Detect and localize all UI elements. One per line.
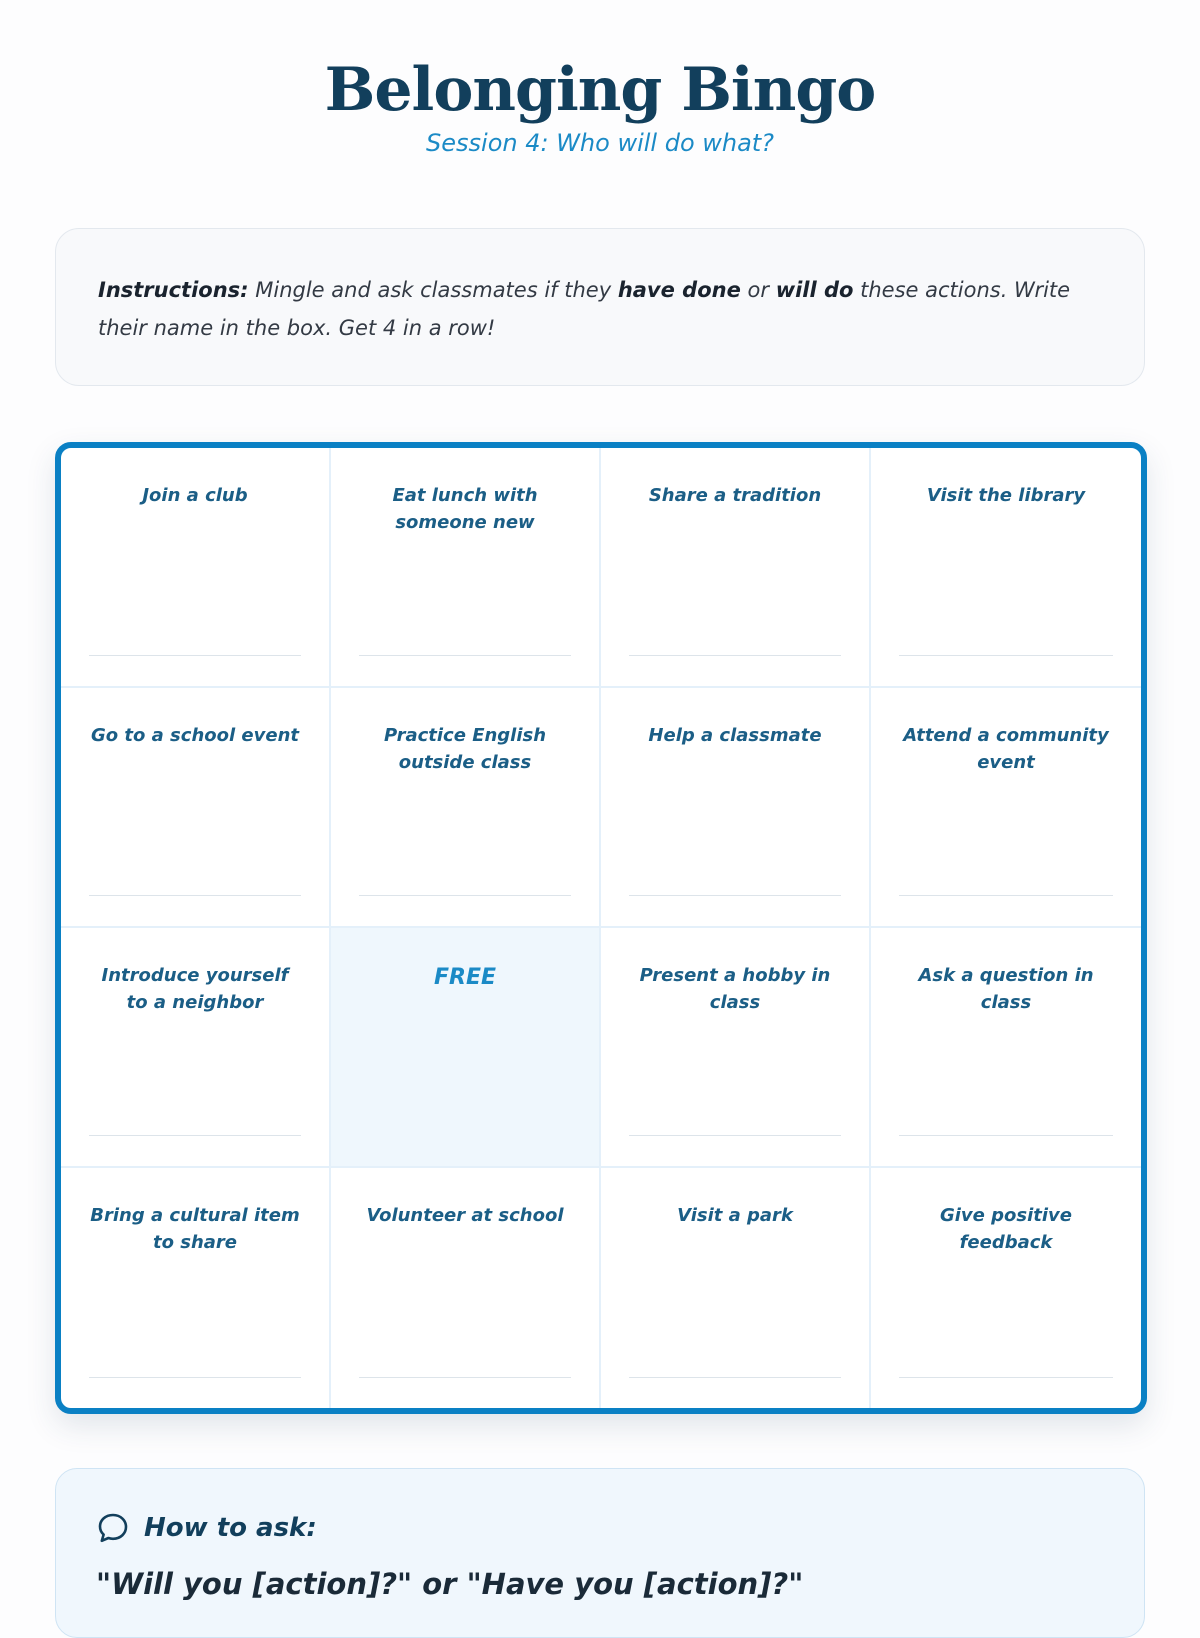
bingo-cell-label: Practice English outside class <box>383 725 547 773</box>
bingo-cell[interactable] <box>61 688 331 928</box>
name-write-line <box>629 655 841 656</box>
name-write-line <box>899 1377 1113 1378</box>
how-to-ask-example: "Will you [action]?" or "Have you [action]?" <box>96 1567 804 1601</box>
header <box>0 52 1200 158</box>
bingo-cell-label: Help a classmate <box>648 725 822 746</box>
instructions-text-1: Mingle and ask classmates if they <box>248 278 618 302</box>
bingo-cell[interactable] <box>61 928 331 1168</box>
instructions-bold-will-do: will do <box>775 278 854 302</box>
bingo-cell[interactable] <box>871 688 1141 928</box>
bingo-cell-label: Volunteer at school <box>366 1205 564 1226</box>
bingo-cell[interactable] <box>331 448 601 688</box>
how-to-ask-header <box>96 1511 1104 1545</box>
bingo-cell[interactable] <box>871 448 1141 688</box>
bingo-free-cell <box>331 928 601 1168</box>
bingo-cell-label: Eat lunch with someone new <box>392 485 538 533</box>
page-subtitle: Session 4: Who will do what? <box>426 129 774 157</box>
free-space-label: FREE <box>433 965 497 990</box>
name-write-line <box>899 895 1113 896</box>
bingo-cell-label: Go to a school event <box>91 725 299 746</box>
bingo-cell[interactable] <box>871 928 1141 1168</box>
bingo-cell[interactable] <box>601 1168 871 1408</box>
bingo-cell[interactable] <box>61 448 331 688</box>
bingo-cell-label: Bring a cultural item to share <box>90 1205 300 1253</box>
instructions-bold-have-done: have done <box>617 278 741 302</box>
page-title: Belonging Bingo <box>324 55 876 125</box>
how-to-ask-box <box>55 1468 1145 1638</box>
bingo-cell[interactable] <box>601 928 871 1168</box>
bingo-cell[interactable] <box>331 1168 601 1408</box>
name-write-line <box>89 1377 301 1378</box>
bingo-cell[interactable] <box>601 448 871 688</box>
name-write-line <box>89 1135 301 1136</box>
bingo-cell-label: Visit a park <box>677 1205 793 1226</box>
bingo-cell-label: Give positive feedback <box>939 1205 1072 1253</box>
name-write-line <box>359 1377 571 1378</box>
name-write-line <box>899 655 1113 656</box>
bingo-cell[interactable] <box>331 688 601 928</box>
bingo-cell[interactable] <box>871 1168 1141 1408</box>
bingo-cell-label: Join a club <box>142 485 248 506</box>
bingo-cell-label: Share a tradition <box>648 485 822 506</box>
how-to-ask-title: How to ask: <box>144 1513 317 1543</box>
bingo-cell[interactable] <box>601 688 871 928</box>
name-write-line <box>629 895 841 896</box>
name-write-line <box>899 1135 1113 1136</box>
name-write-line <box>89 655 301 656</box>
instructions-text-2: or <box>740 278 776 302</box>
name-write-line <box>89 895 301 896</box>
instructions-box <box>55 228 1145 386</box>
instructions-lead: Instructions: <box>98 278 249 302</box>
instructions-text-3: these actions. Write their name in the box. Get 4 in a row! <box>98 278 1071 340</box>
name-write-line <box>359 655 571 656</box>
bingo-board <box>55 442 1147 1414</box>
bingo-cell-label: Present a hobby in class <box>639 965 831 1013</box>
name-write-line <box>359 895 571 896</box>
bingo-cell-label: Visit the library <box>926 485 1086 506</box>
bingo-cell-label: Attend a community event <box>903 725 1109 773</box>
speech-bubble-icon <box>96 1511 130 1545</box>
bingo-cell[interactable] <box>61 1168 331 1408</box>
name-write-line <box>629 1135 841 1136</box>
bingo-cell-label: Introduce yourself to a neighbor <box>101 965 289 1013</box>
bingo-cell-label: Ask a question in class <box>918 965 1094 1013</box>
name-write-line <box>629 1377 841 1378</box>
